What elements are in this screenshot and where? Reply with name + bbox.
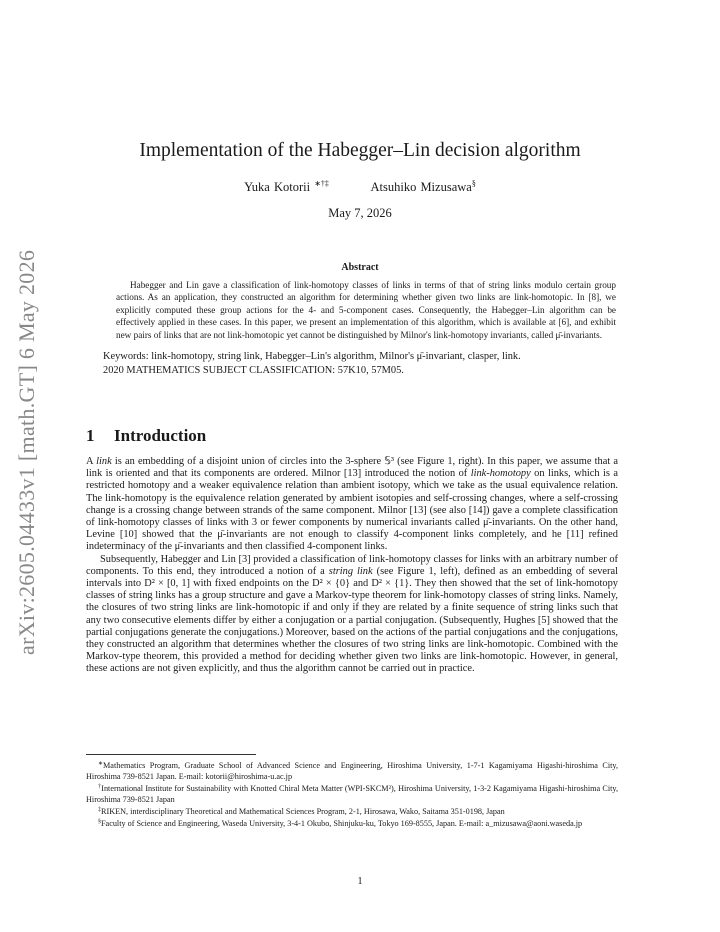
footnote-mark: §: [98, 819, 101, 825]
body-paragraph: [86, 554, 618, 676]
footnote-mark: †: [98, 784, 102, 790]
author-line: [0, 179, 720, 195]
emphasized-term: link-homotopy: [470, 468, 531, 480]
page-number: 1: [357, 876, 363, 887]
abstract-heading: Abstract: [341, 262, 379, 273]
footnote: [86, 782, 618, 805]
section-title: Introduction: [114, 426, 207, 445]
abstract-text: Habegger and Lin gave a classification of link-homotopy classes of links in terms of that of string links modulo certain group actions. As an application, they constructed an algorithm for determining whether given two links are link-homotopic. In [8], we explicitly computed these group actions for the 4- and 5-component cases. Consequently, the Habegger–Lin algorithm can be effectively applied in these cases. In this paper, we present an implementation of this algorithm, which is available at [6], and exhibit new pairs of links that are not link-homotopic yet cannot be distinguished by Milnor's link-homotopy invariants, called μ̄-invariants.: [116, 280, 616, 340]
footnote-text: International Institute for Sustainability with Knotted Chiral Meta Matter (WPI-SKCM²), Hiroshima University, 1-3-2 Kagamiyama Higashi-hiroshima City, Hiroshima 739-8521 Japan: [86, 784, 619, 804]
text-run: (see Figure 1, left), defined as an embedding of several intervals into D² × [0, 1] with fixed endpoints on the D² × {0} and D² × {1}. They then showed that the set of link-homotopy classes of string links has a group structure and gave a Markov-type theorem for link-homotopy classes of string links. Namely, the closures of two string links are link-homotopic if and only if they are related by a finite sequence of string links such that any two consecutive elements differ by either a conjugation or a partial conjugation. (Subsequently, Hughes [5] showed that the partial conjugations generate the conjugations.) Moreover, based on the actions of the partial conjugations and the conjugations, they constructed an algorithm that determines whether the closures of two string links are link-homotopic. Combined with the Markov-type theorem, this provided a method for deciding whether given two links are link-homotopic. However, in general, these actions are not given explicitly, and thus the algorithm cannot be carried out in practice.: [86, 565, 619, 675]
text-run: A: [86, 456, 97, 467]
author-name: Atsuhiko Mizusawa: [370, 180, 472, 194]
section-heading: [86, 426, 206, 446]
paper-title: Implementation of the Habegger–Lin decision algorithm: [139, 140, 581, 161]
footnote-mark: ∗: [98, 761, 104, 767]
body-paragraph: [86, 456, 618, 554]
footnote: [86, 805, 618, 817]
msc-classification: 2020 MATHEMATICS SUBJECT CLASSIFICATION: 57K10, 57M05.: [103, 364, 404, 376]
section-number: 1: [86, 426, 95, 445]
footnotes: [86, 759, 618, 829]
emphasized-term: string link: [328, 565, 373, 577]
paper-date: May 7, 2026: [328, 206, 392, 220]
text-run: Subsequently, Habegger and Lin [3] provided a classification of link-homotopy classes for links with an arbitrary number of components. To this end, they introduced a notion of a: [86, 553, 618, 577]
author-affiliation-marks: ∗†‡: [314, 179, 329, 188]
text-run: is an embedding of a disjoint union of circles into the 3-sphere 𝕊³ (see Figure 1, right). In this paper, we assume that a link is oriented and that its components are ordered. Milnor [13] introduced the notion of: [86, 456, 618, 480]
footnote: [86, 759, 618, 782]
section-body: [86, 456, 618, 676]
keywords: Keywords: link-homotopy, string link, Habegger–Lin's algorithm, Milnor's μ̄-invariant, clasper, link.: [103, 351, 521, 362]
arxiv-identifier: arXiv:2605.04433v1 [math.GT] 6 May 2026: [14, 249, 39, 655]
footnote-text: RIKEN, interdisciplinary Theoretical and Mathematical Sciences Program, 2-1, Hirosawa, Wako, Saitama 351-0198, Japan: [101, 807, 505, 816]
keywords-block: [103, 350, 623, 377]
author-affiliation-marks: §: [471, 179, 476, 188]
footnote-rule: [86, 754, 256, 755]
emphasized-term: link: [96, 456, 112, 467]
footnote: [86, 817, 618, 829]
footnote-text: Mathematics Program, Graduate School of Advanced Science and Engineering, Hiroshima University, 1-7-1 Kagamiyama Higashi-hiroshima City, Hiroshima 739-8521 Japan. E-mail: kotorii@hiroshima-u.ac.jp: [86, 761, 618, 781]
text-run: on links, which is a restricted homotopy and a weaker equivalence relation than ambient isotopy, which we take as the usual equivalence relation. The link-homotopy is the equivalence relation generated by ambient isotopies and self-crossing changes, where a self-crossing change is a crossing change between strands of the same component. Milnor [13] (see also [14]) gave a complete classification of link-homotopy classes of links with 3 or fewer components by numerical invariants called μ̄-invariants. On the other hand, Levine [10] showed that the μ̄-invariants are not enough to classify 4-component links completely, and he [11] refined indeterminacy of the μ̄-invariants and then classified 4-component links.: [86, 468, 618, 553]
author-name: Yuka Kotorii: [244, 180, 311, 194]
footnote-mark: ‡: [98, 807, 101, 813]
footnote-text: Faculty of Science and Engineering, Waseda University, 3-4-1 Okubo, Shinjuku-ku, Tokyo 169-8555, Japan. E-mail: a_mizusawa@aoni.waseda.jp: [101, 819, 583, 828]
